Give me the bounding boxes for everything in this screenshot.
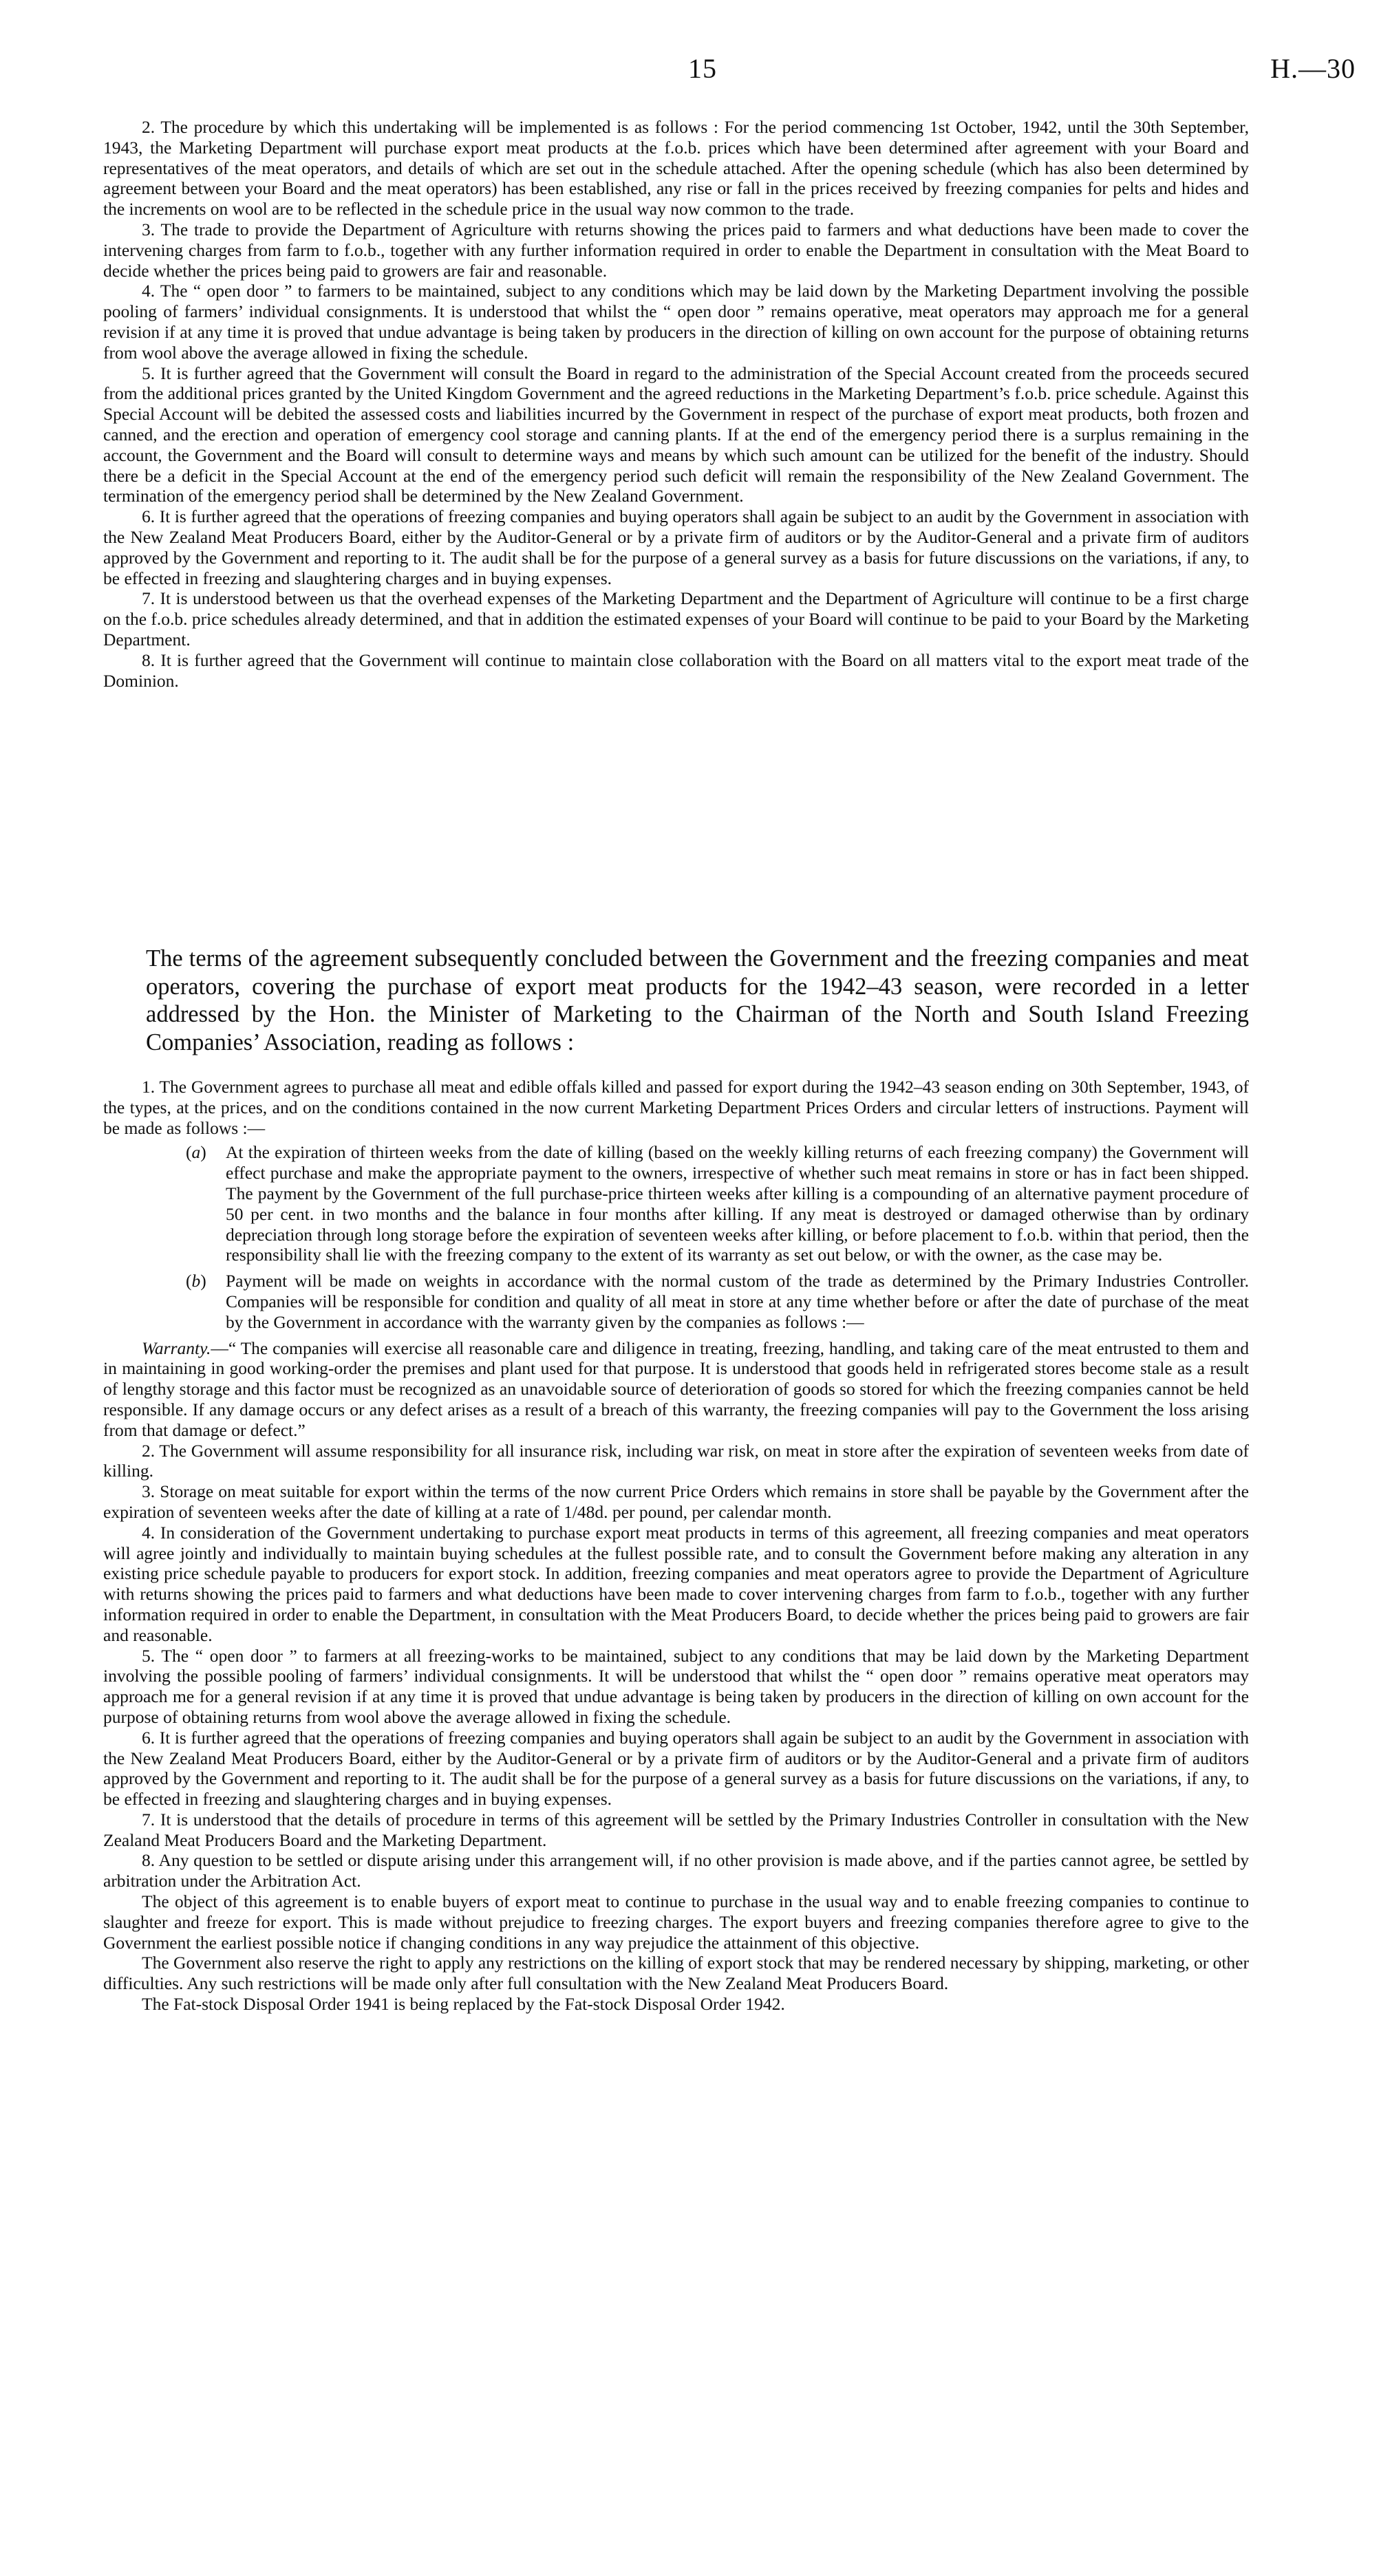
- paragraph: 3. The trade to provide the Department of Agriculture with returns showing the prices paid to farmers and what deductions have been made to cover the intervening charges from farm to f.o.b., together with any further information required in order to enable the Department in consultation with the Meat Board to decide whether the prices being paid to growers are fair and reasonable.: [103, 219, 1249, 281]
- warranty-label: Warranty.: [142, 1338, 211, 1358]
- paragraph: 5. It is further agreed that the Government will consult the Board in regard to the administration of the Special Account created from the proceeds secured from the additional prices granted by the United Kingdom Government and the agreed reductions in the Marketing Department’s f.o.b. price schedule. Against this Special Account will be debited the assessed costs and liabilities incurred by the Government in respect of the purchase of export meat products, both frozen and canned, and the erection and operation of emergency cool storage and canning plants. If at the end of the emergency period there is a surplus remaining in the account, the Government and the Board will consult to determine ways and means by which such amount can be utilized for the benefit of the industry. Should there be a deficit in the Special Account at the end of the emergency period such deficit will remain the responsibility of the New Zealand Government. The termination of the emergency period shall be determined by the New Zealand Government.: [103, 363, 1249, 506]
- page-number: 15: [688, 53, 717, 84]
- subclause-text: At the expiration of thirteen weeks from the date of killing (based on the weekly killing returns of each freezing company) the Government will effect purchase and make the appropriate payment to the owners, irrespective of whether such meat remains in store or has in fact been shipped. The payment by the Government of the full purchase-price thirteen weeks after killing is a compounding of an alternative payment procedure of 50 per cent. in two months and the balance in four months after killing. If any meat is destroyed or damaged otherwise than by ordinary depreciation through long storage before the expiration of seventeen weeks after killing, or before placement to f.o.b. within that period, then the responsibility shall lie with the freezing company to the extent of its warranty as set out below, or with the owner, as the case may be.: [226, 1142, 1249, 1265]
- subclause-a: [103, 1142, 1249, 1265]
- subclause-text: Payment will be made on weights in accordance with the normal custom of the trade as determined by the Primary Industries Controller. Companies will be responsible for condition and quality of all meat in store at any time whether before or after the date of purchase of the meat by the Government in accordance with the warranty given by the companies as follows :—: [226, 1271, 1249, 1332]
- paragraph: 7. It is understood that the details of procedure in terms of this agreement will be settled by the Primary Industries Controller in consultation with the New Zealand Meat Producers Board and the Marketing Department.: [103, 1809, 1249, 1850]
- paragraph: 4. The “ open door ” to farmers to be maintained, subject to any conditions which may be laid down by the Marketing Department involving the possible pooling of farmers’ individual consignments. It is understood that whilst the “ open door ” remains operative, meat operators may approach me for a general revision if at any time it is proved that undue advantage is being taken by producers in the direction of killing on own account for the purpose of obtaining returns from wool above the average allowed in fixing the schedule.: [103, 281, 1249, 363]
- lead-text: The terms of the agreement subsequently concluded between the Government and the freezing companies and meat operators, covering the purchase of export meat products for the 1942–43 season, were recorded in a letter addressed by the Hon. the Minister of Marketing to the Chairman of the North and South Island Freezing Companies’ Association, reading as follows :: [146, 945, 1249, 1055]
- lead-paragraph: [146, 945, 1249, 1056]
- paragraph: The object of this agreement is to enable buyers of export meat to continue to purchase in the usual way and to enable freezing companies to continue to slaughter and freeze for export. This is made without prejudice to freezing charges. The export buyers and freezing companies therefore agree to give to the Government the earliest possible notice if changing conditions in any way prejudice the attainment of this objective.: [103, 1891, 1249, 1953]
- paragraph: 7. It is understood between us that the overhead expenses of the Marketing Department and the Department of Agriculture will continue to be a first charge on the f.o.b. price schedules already determined, and that in addition the estimated expenses of your Board will continue to be paid to your Board by the Marketing Department.: [103, 588, 1249, 650]
- paragraph: 5. The “ open door ” to farmers at all freezing-works to be maintained, subject to any conditions that may be laid down by the Marketing Department involving the possible pooling of farmers’ individual consignments. It will be understood that whilst the “ open door ” remains operative meat operators may approach me for a general revision if at any time it is proved that undue advantage is being taken by producers in the direction of killing on own account for the purpose of obtaining returns from wool above the average allowed in fixing the schedule.: [103, 1645, 1249, 1727]
- paragraph: 4. In consideration of the Government undertaking to purchase export meat products in terms of this agreement, all freezing companies and meat operators will agree jointly and individually to maintain buying schedules at the fullest possible rate, and to consult the Government before making any alteration in any existing price schedule payable to producers for export stock. In addition, freezing companies and meat operators agree to provide the Department of Agriculture with returns showing the prices paid to farmers and what deductions have been made to cover intervening charges from farm to f.o.b., together with any further information required in order to enable the Department, in consultation with the Meat Producers Board, to decide whether the prices being paid to growers are fair and reasonable.: [103, 1522, 1249, 1645]
- paragraph: 6. It is further agreed that the operations of freezing companies and buying operators shall again be subject to an audit by the Government in association with the New Zealand Meat Producers Board, either by the Auditor-General or by a private firm of auditors or by the Auditor-General and a private firm of auditors approved by the Government and reporting to it. The audit shall be for the purpose of a general survey as a basis for future discussions on the variations, if any, to be effected in freezing and slaughtering charges and in buying expenses.: [103, 1727, 1249, 1810]
- warranty-clause: [103, 1338, 1249, 1441]
- paragraph: The Government also reserve the right to apply any restrictions on the killing of export stock that may be rendered necessary by shipping, marketing, or other difficulties. Any such restrictions will be made only after full consultation with the New Zealand Meat Producers Board.: [103, 1953, 1249, 1994]
- paragraph: 6. It is further agreed that the operations of freezing companies and buying operators shall again be subject to an audit by the Government in association with the New Zealand Meat Producers Board, either by the Auditor-General or by a private firm of auditors or by the Auditor-General and a private firm of auditors approved by the Government and reporting to it. The audit shall be for the purpose of a general survey as a basis for future discussions on the variations, if any, to be effected in freezing and slaughtering charges and in buying expenses.: [103, 506, 1249, 588]
- section-two: [103, 1077, 1249, 2015]
- subclause-label: (b): [186, 1271, 206, 1291]
- paragraph: The Fat-stock Disposal Order 1941 is being replaced by the Fat-stock Disposal Order 1942.: [142, 1994, 785, 2015]
- section-one: [103, 117, 1249, 691]
- paragraph: 3. Storage on meat suitable for export within the terms of the now current Price Orders which remains in store shall be payable by the Government after the expiration of seventeen weeks after the date of killing at a rate of 1/48d. per pound, per calendar month.: [103, 1481, 1249, 1522]
- paragraph: 8. It is further agreed that the Government will continue to maintain close collaboration with the Board on all matters vital to the export meat trade of the Dominion.: [103, 650, 1249, 691]
- paragraph: 8. Any question to be settled or dispute arising under this arrangement will, if no other provision is made above, and if the parties cannot agree, be settled by arbitration under the Arbitration Act.: [103, 1850, 1249, 1891]
- paragraph: 1. The Government agrees to purchase all meat and edible offals killed and passed for export during the 1942–43 season ending on 30th September, 1943, of the types, at the prices, and on the conditions contained in the now current Marketing Department Prices Orders and circular letters of instructions. Payment will be made as follows :—: [103, 1077, 1249, 1138]
- subclause-label: (a): [186, 1142, 206, 1163]
- document-reference: H.—30: [1270, 53, 1356, 84]
- paragraph: 2. The procedure by which this undertaking will be implemented is as follows : For the period commencing 1st October, 1942, until the 30th September, 1943, the Marketing Department will purchase export meat products at the f.o.b. prices which have been determined after agreement with your Board and representatives of the meat operators, and details of which are set out in the schedule attached. After the opening schedule (which has also been determined by agreement between your Board and the meat operators) has been established, any rise or fall in the prices received by freezing companies for pelts and hides and the increments on wool are to be reflected in the schedule price in the usual way now common to the trade.: [103, 117, 1249, 219]
- paragraph: 2. The Government will assume responsibility for all insurance risk, including war risk, on meat in store after the expiration of seventeen weeks from date of killing.: [103, 1440, 1249, 1481]
- warranty-text: —“ The companies will exercise all reasonable care and diligence in treating, freezing, handling, and taking care of the meat entrusted to them and in maintaining in good working-order the premises and plant used for that purpose. It is understood that goods held in refrigerated stores become stale as a result of lengthy storage and this factor must be recognized as an unavoidable source of deterioration of goods so stored for which the freezing companies cannot be held responsible. If any damage occurs or any defect arises as a result of a breach of this warranty, the freezing companies will pay to the Government the loss arising from that damage or defect.”: [103, 1338, 1249, 1440]
- subclause-b: [103, 1271, 1249, 1332]
